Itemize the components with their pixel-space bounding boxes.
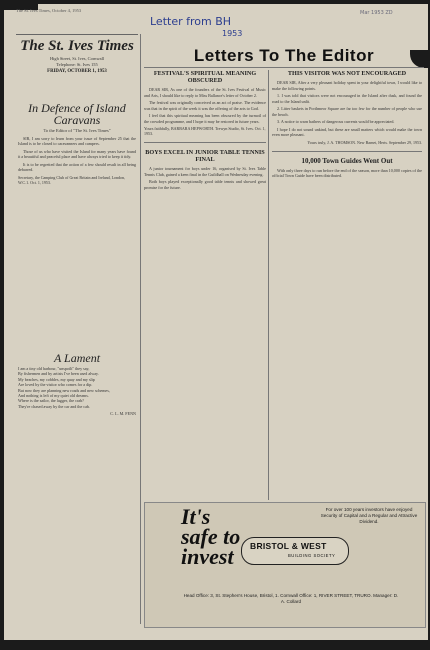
poem-line: They're chased away by the car and the cab. <box>18 403 91 409</box>
column-rule <box>268 70 269 500</box>
building-society-logo <box>241 537 349 565</box>
visitor-signature: Yours truly, J. A. THOMSON. New Barnet, Herts. September 29, 1953. <box>307 139 422 145</box>
visitor-paragraph: 1. I was told that visitors were not encouraged in the Island after dusk, and found the road to the Island unlit. <box>272 93 422 104</box>
poem-line: I am a tiny old harbour, "unspoilt" they say, <box>18 366 90 371</box>
caravan-signature: Secretary, the Camping Club of Great Britain and Ireland, London, W.C.1. Oct. 1, 1953. <box>18 174 126 185</box>
poem-line: But now they are planning new roads and new schemes, <box>18 387 110 393</box>
visitor-paragraph: 3. A notice to warn bathers of dangerous currents would be appreciated. <box>277 119 395 124</box>
slogan-line: safe to <box>181 524 241 549</box>
slogan-line: invest <box>181 544 234 569</box>
middle-column <box>144 70 266 192</box>
poem-line: Are loved by the visitor who comes for a dip. <box>18 382 93 388</box>
boys-paragraph: Both boys played exceptionally good table tennis and showed great promise for the future. <box>144 179 266 190</box>
caravan-headline: In Defence of Island Caravans <box>28 101 126 127</box>
handwritten-note: Letter from BH <box>150 15 232 28</box>
caravan-paragraph: It is to be regretted that the action of a few should result in all being debarred. <box>18 161 136 172</box>
visitor-paragraph: DEAR SIR, After a very pleasant holiday spent in your delightful town, I would like to make the following points. <box>272 80 422 91</box>
poem-author: C. L. M. FENN <box>110 411 136 417</box>
masthead <box>16 34 138 97</box>
slogan-line: It's <box>181 504 211 529</box>
poem-line: My beaches, my cobbles, my quay and my slip <box>18 376 95 382</box>
caravan-paragraph: Those of us who have visited the Island for many years have found it a beautiful and peaceful place and have always tried to keep it tidy. <box>18 148 136 159</box>
masthead-telephone: Telephone: St. Ives 155 <box>56 62 98 67</box>
advert-office: Head Office: 3, St. Stephen's House, Bristol, 1. Cornwall Office: 1, RIVER STREET, TRURO. Manager: D. A. Collard <box>183 593 399 604</box>
masthead-title: The St. Ives Times <box>20 38 134 54</box>
guides-headline: 10,000 Town Guides Went Out <box>301 156 393 165</box>
article-divider <box>272 151 422 152</box>
banner-title: Letters To The Editor <box>193 46 375 65</box>
visitor-headline: THIS VISITOR WAS NOT ENCOURAGED <box>287 70 407 77</box>
caravan-salutation: To the Editor of "The St. Ives Times" <box>43 128 111 133</box>
boys-headline: BOYS EXCEL IN JUNIOR TABLE TENNIS FINAL <box>145 149 265 163</box>
poem <box>18 350 136 417</box>
festival-signature: Yours faithfully, BARBARA HEPWORTH. Trewyn Studio, St. Ives. Oct. 1, 1953. <box>144 126 266 136</box>
guides-paragraph: With only three days to run before the end of the season, more than 10,000 copies of the official Town Guide have been distributed. <box>272 167 422 178</box>
festival-paragraph: The festival was originally conceived as an act of praise. The evidence was that in the spirit of the week it was the offering of the arts to God. <box>144 100 266 111</box>
banner-rule <box>144 67 424 68</box>
poem-line: By fishermen and by artists I've been used alway. <box>18 371 99 377</box>
masthead-date: FRIDAY, OCTOBER 1, 1953 <box>47 69 107 74</box>
running-head: The St. Ives Times, October 4, 1953 <box>16 8 82 13</box>
bristol-west-advert <box>144 502 426 628</box>
visitor-paragraph: 2. Litter baskets in Porthmeor Square are far too few for the number of people who use the beach. <box>272 106 422 117</box>
handwritten-corner-note: Mar 1953 ZD <box>360 10 393 16</box>
masthead-address: High Street, St. Ives, Cornwall <box>49 56 105 61</box>
logo-name: BRISTOL & WEST <box>250 541 327 551</box>
poem-body <box>18 366 136 417</box>
right-column <box>272 70 422 181</box>
poem-line: Where is the sailor, the lugger, the crab? <box>18 398 84 404</box>
festival-headline: FESTIVAL'S SPIRITUAL MEANING OBSCURED <box>153 70 257 84</box>
article-divider <box>144 142 266 143</box>
festival-paragraph: I feel that this spiritual meaning has been obscured by the turmoil of the crowded programme, and I hope it may be restored in future years. <box>144 113 266 124</box>
boys-paragraph: A junior tournament for boys under 16, organised by St. Ives Table Tennis Club, gained a keen final in the Guildhall on Wednesday evening. <box>144 166 266 177</box>
poem-line: And nothing is left of my quiet old dreams. <box>18 393 89 399</box>
poem-title: A Lament <box>53 351 101 365</box>
column-rule <box>140 34 141 624</box>
newspaper-page <box>4 4 428 640</box>
caravan-letter <box>18 100 136 185</box>
letters-banner <box>144 46 424 66</box>
festival-paragraph: DEAR SIR, As one of the founders of the St. Ives Festival of Music and Arts, I should like to reply to Miss Ballance's letter of October 2. <box>144 87 266 98</box>
caravan-paragraph: SIR, I am sorry to learn from your issue of September 25 that the Island is to be closed to caravanners and campers. <box>18 135 136 146</box>
handwritten-year: 1953 <box>222 29 243 38</box>
advert-description: For over 100 years investors have enjoyed Security of Capital and a Regular and Attractive Dividend. <box>320 507 418 524</box>
visitor-paragraph: I hope I do not sound unkind, but these are small matters which would make the town even more pleasant. <box>272 126 422 137</box>
logo-sub: BUILDING SOCIETY <box>288 553 336 558</box>
